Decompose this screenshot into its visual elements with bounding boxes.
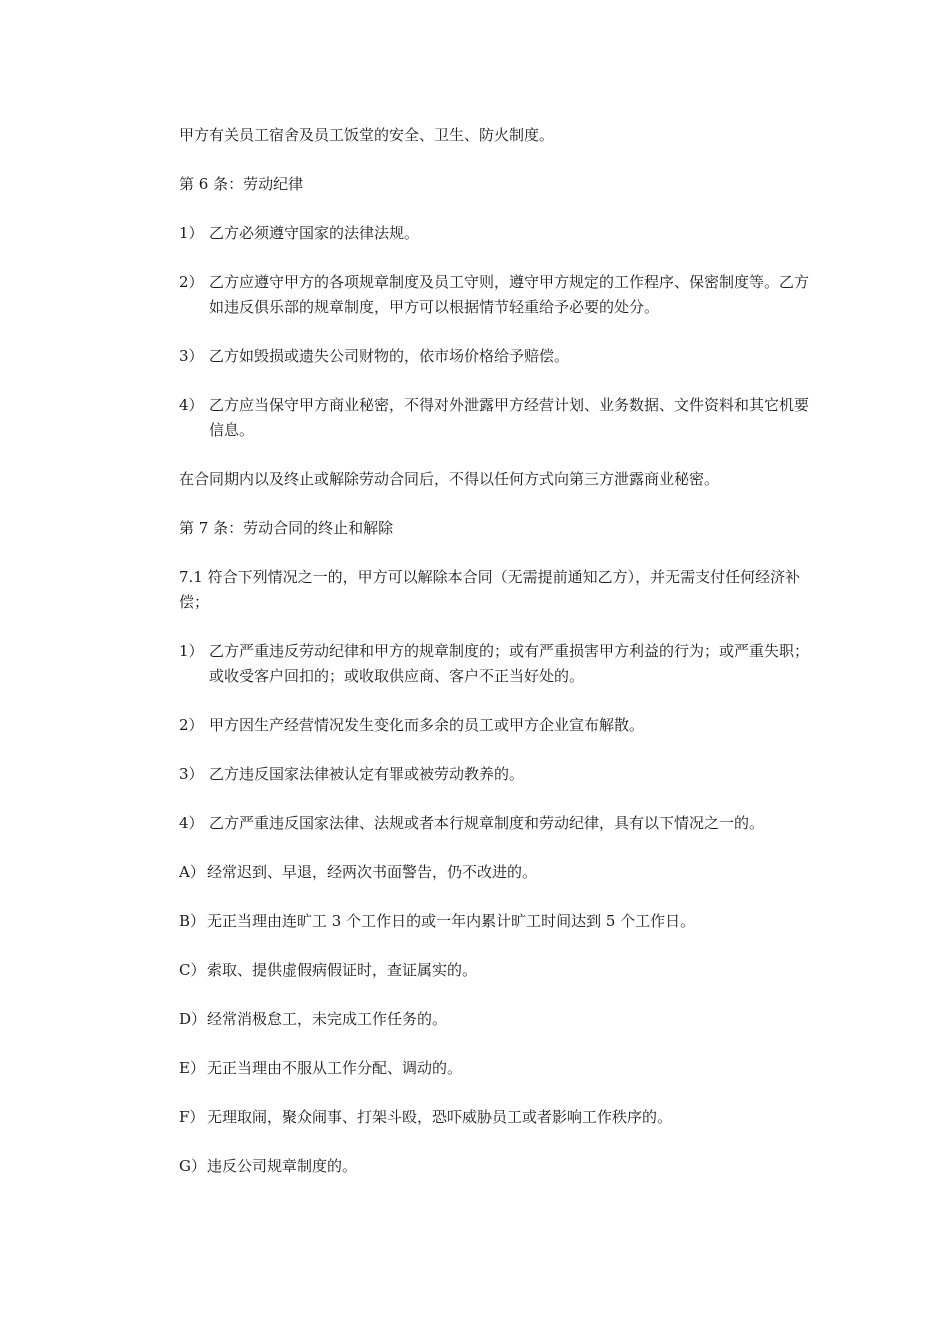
list-item-text: 违反公司规章制度的。 — [207, 1157, 358, 1175]
article-7-title: 第 7 条：劳动合同的终止和解除 — [179, 519, 394, 537]
list-item-letter: C） — [179, 961, 206, 979]
list-item — [179, 909, 809, 934]
list-item — [179, 762, 809, 787]
list-item-letter: G） — [179, 1157, 206, 1175]
list-item-text: 无正当理由连旷工 3 个工作日的或一年内累计旷工时间达到 5 个工作日。 — [207, 912, 696, 930]
list-item-letter: F） — [179, 1108, 205, 1126]
paragraph-confidentiality: 在合同期内以及终止或解除劳动合同后，不得以任何方式向第三方泄露商业秘密。 — [179, 470, 720, 488]
list-item — [179, 1105, 809, 1130]
list-item — [179, 713, 809, 738]
list-item — [179, 860, 809, 885]
list-item — [179, 1056, 809, 1081]
list-item — [179, 270, 809, 320]
list-item-text: 无理取闹，聚众闹事、打架斗殴，恐吓威胁员工或者影响工作秩序的。 — [207, 1108, 673, 1126]
list-item-text: 甲方因生产经营情况发生变化而多余的员工或甲方企业宣布解散。 — [209, 716, 645, 734]
list-item-number: 2） — [179, 716, 204, 734]
list-item-letter: A） — [179, 863, 205, 881]
list-item-number: 1） — [179, 224, 204, 242]
list-item-number: 4） — [179, 814, 204, 832]
list-item — [179, 639, 809, 689]
list-item-text: 无正当理由不服从工作分配、调动的。 — [207, 1059, 463, 1077]
list-item-text: 乙方必须遵守国家的法律法规。 — [209, 224, 420, 242]
list-item — [179, 393, 809, 443]
list-item-text: 经常迟到、早退，经两次书面警告，仍不改进的。 — [207, 863, 538, 881]
list-item-letter: B） — [179, 912, 206, 930]
list-item — [179, 811, 809, 836]
list-item-text: 乙方严重违反国家法律、法规或者本行规章制度和劳动纪律，具有以下情况之一的。 — [209, 814, 765, 832]
list-item — [179, 958, 809, 983]
document-page — [179, 123, 809, 1203]
list-item-text: 乙方严重违反劳动纪律和甲方的规章制度的；或有严重损害甲方利益的行为；或严重失职；或收受客户回扣的；或收取供应商、客户不正当好处的。 — [209, 642, 810, 685]
list-item-letter: E） — [179, 1059, 205, 1077]
list-item-letter: D） — [179, 1010, 207, 1028]
list-item — [179, 221, 809, 246]
list-item — [179, 1154, 809, 1179]
list-item-text: 乙方违反国家法律被认定有罪或被劳动教养的。 — [209, 765, 525, 783]
list-item-text: 索取、提供虚假病假证时，查证属实的。 — [207, 961, 478, 979]
article-6-title: 第 6 条：劳动纪律 — [179, 175, 304, 193]
list-item-text: 经常消极怠工，未完成工作任务的。 — [207, 1010, 448, 1028]
list-item — [179, 344, 809, 369]
list-item-number: 4） — [179, 396, 204, 414]
list-item-text: 乙方如毁损或遗失公司财物的，依市场价格给予赔偿。 — [209, 347, 570, 365]
list-item-text: 乙方应遵守甲方的各项规章制度及员工守则，遵守甲方规定的工作程序、保密制度等。乙方如违反俱乐部的规章制度，甲方可以根据情节轻重给予必要的处分。 — [209, 273, 810, 316]
list-item-number: 1） — [179, 642, 204, 660]
paragraph-safety-rules: 甲方有关员工宿舍及员工饭堂的安全、卫生、防火制度。 — [179, 126, 555, 144]
list-item-number: 3） — [179, 347, 204, 365]
list-item-text: 乙方应当保守甲方商业秘密，不得对外泄露甲方经营计划、业务数据、文件资料和其它机要信息。 — [209, 396, 810, 439]
clause-7-1: 7.1 符合下列情况之一的，甲方可以解除本合同（无需提前通知乙方），并无需支付任何经济补偿； — [179, 568, 801, 611]
list-item — [179, 1007, 809, 1032]
list-item-number: 3） — [179, 765, 204, 783]
list-item-number: 2） — [179, 273, 204, 291]
